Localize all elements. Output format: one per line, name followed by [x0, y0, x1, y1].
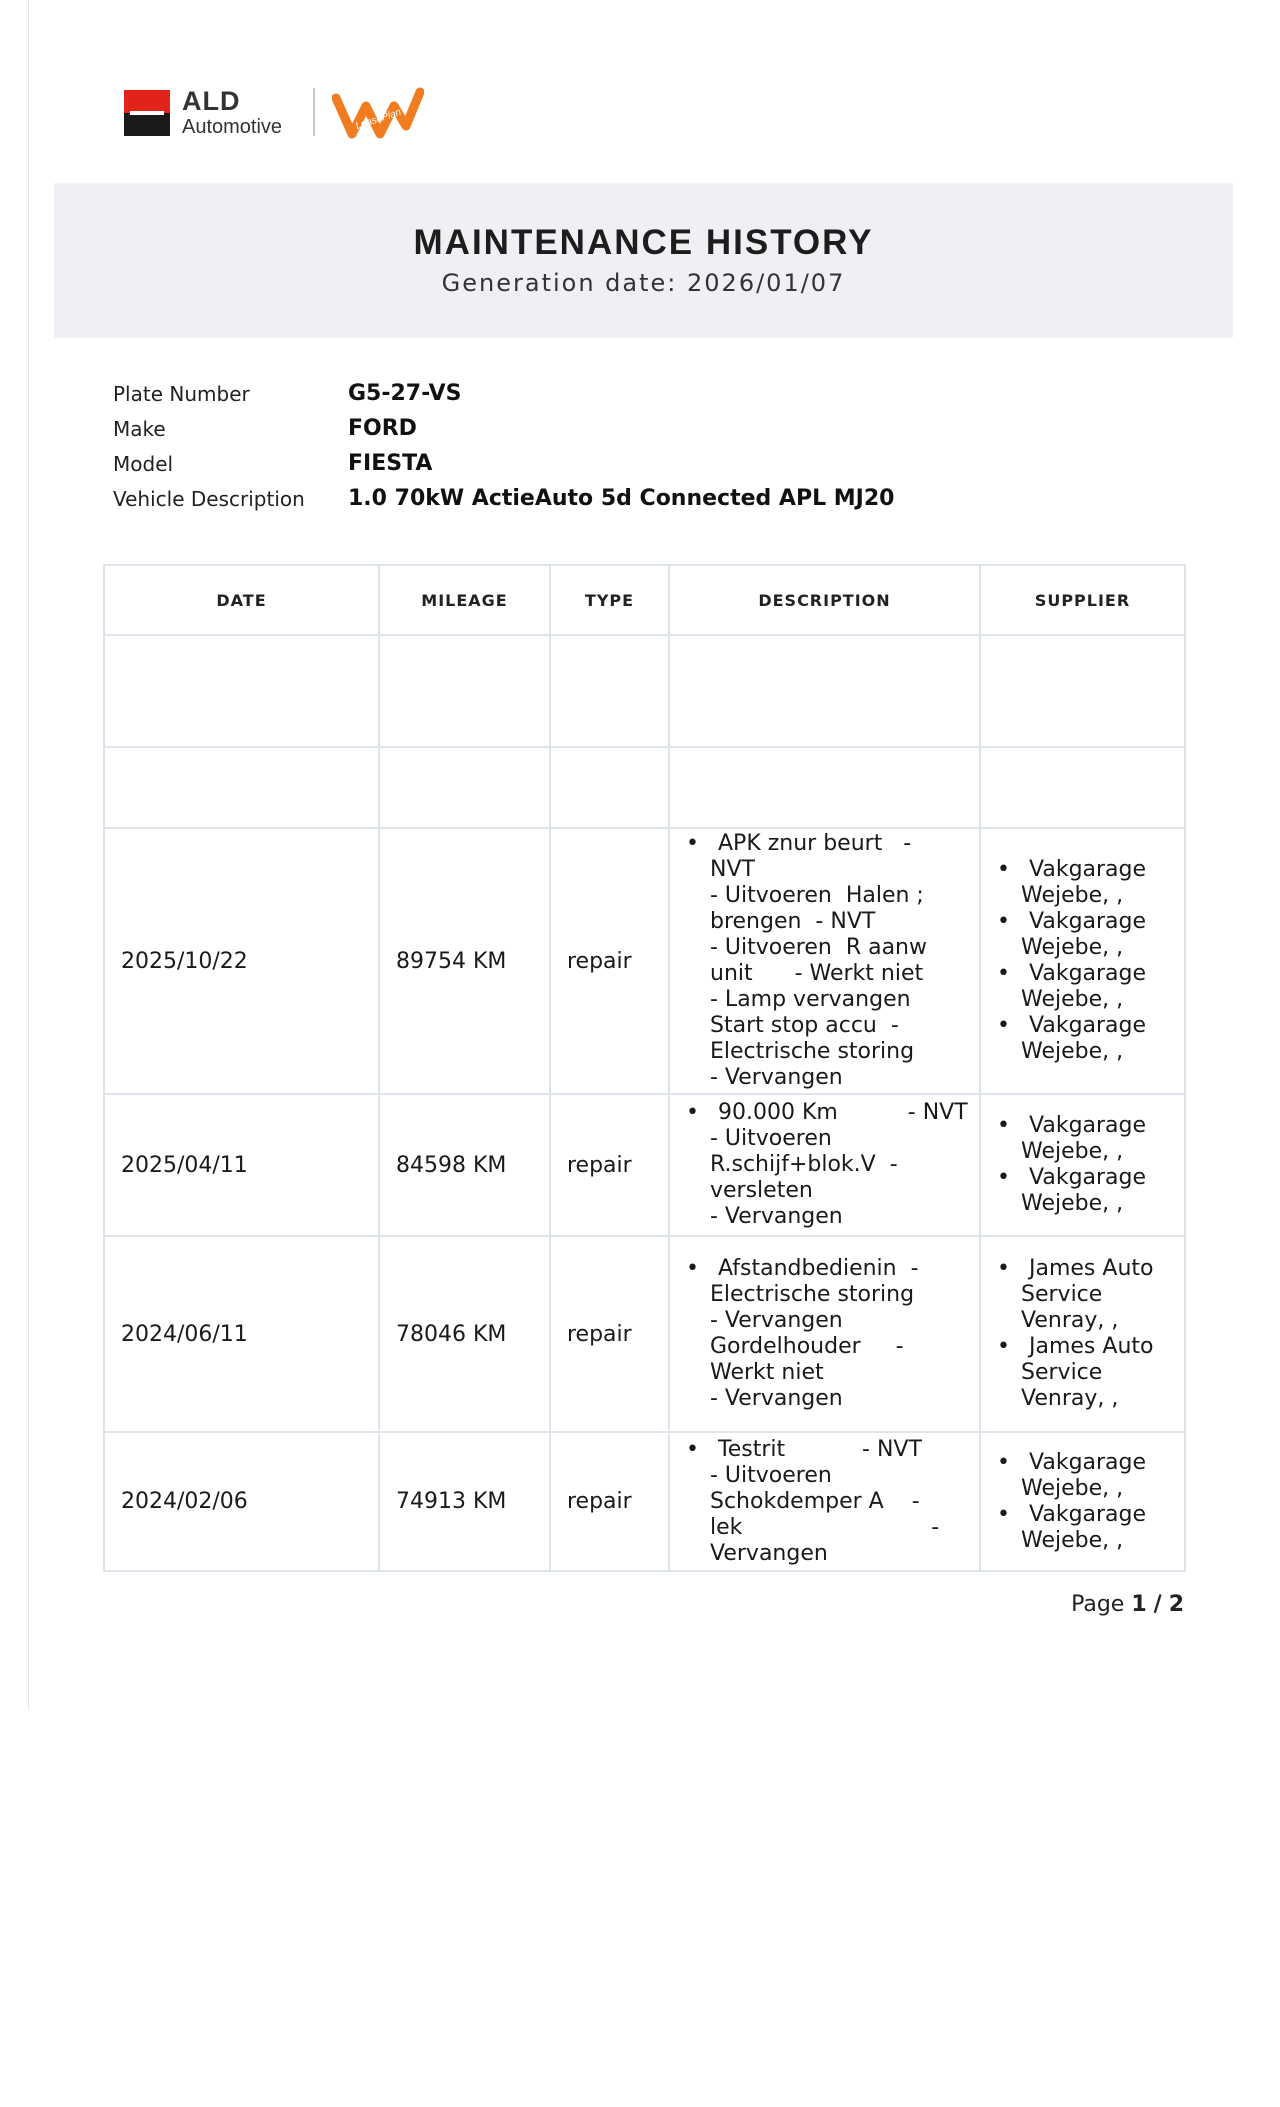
column-header-type: TYPE [550, 565, 669, 635]
supplier-line: Wejebe, , [1021, 883, 1124, 908]
maintenance-table [103, 564, 1186, 1572]
description-item [678, 1437, 971, 1567]
description-line: brengen - NVT [710, 909, 876, 934]
supplier-item [989, 1256, 1176, 1334]
row-type: repair [550, 1236, 669, 1432]
make-value: FORD [348, 416, 417, 441]
row-mileage: 89754 KM [379, 828, 550, 1094]
description-line: Vervangen [710, 1540, 828, 1566]
supplier-line: Wejebe, , [1021, 1191, 1124, 1216]
description-line: - Uitvoeren R aanw [710, 935, 927, 960]
automotive-logo-text: Automotive [182, 116, 283, 138]
description-line: unit - Werkt niet [710, 961, 924, 986]
supplier-item [989, 1502, 1176, 1554]
supplier-line: • Vakgarage [1029, 961, 1147, 986]
supplier-line: Wejebe, , [1021, 1527, 1124, 1553]
row-supplier [980, 1432, 1185, 1571]
supplier-line: • James Auto [1029, 1256, 1154, 1281]
supplier-line: Wejebe, , [1021, 1039, 1124, 1064]
row-date: 2024/02/06 [104, 1432, 379, 1571]
description-item [678, 1256, 971, 1412]
page-label: Page [1071, 1592, 1125, 1617]
description-line: • Testrit - NVT [718, 1436, 922, 1462]
ald-mark-icon [124, 90, 170, 136]
supplier-item [989, 961, 1176, 1013]
row-date: 2025/04/11 [104, 1094, 379, 1236]
description-line: Schokdemper A - [710, 1488, 920, 1514]
supplier-line: Venray, , [1021, 1308, 1119, 1333]
row-date: 2025/10/22 [104, 828, 379, 1094]
vehicle-info [113, 376, 894, 516]
description-line: • Afstandbedienin - [718, 1256, 919, 1281]
model-label: Model [113, 451, 174, 476]
info-row-model [113, 446, 894, 481]
table-row [104, 1094, 1185, 1236]
row-type: repair [550, 828, 669, 1094]
row-mileage: 78046 KM [379, 1236, 550, 1432]
supplier-line: Venray, , [1021, 1386, 1119, 1411]
page-number [1000, 1592, 1184, 1617]
row-description [669, 1094, 980, 1236]
description-line: R.schijf+blok.V - [710, 1152, 898, 1177]
description-line: - Uitvoeren [710, 1462, 832, 1488]
model-value: FIESTA [348, 451, 433, 476]
table-row [104, 828, 1185, 1094]
description-line: Electrische storing [710, 1282, 915, 1307]
leaseplan-logo [332, 86, 424, 140]
description-line: - Vervangen [710, 1308, 843, 1333]
description-line: - Vervangen [710, 1204, 843, 1229]
row-mileage: 84598 KM [379, 1094, 550, 1236]
row-description [669, 828, 980, 1094]
ald-logo-text: ALD [182, 86, 241, 116]
blank-row [104, 747, 1185, 828]
leaseplan-logo-text: LeasePlan [354, 106, 403, 132]
description-line: - Uitvoeren Halen ; [710, 883, 924, 908]
column-header-description: DESCRIPTION [669, 565, 980, 635]
supplier-item [989, 1013, 1176, 1065]
plate-number-label: Plate Number [113, 381, 250, 406]
logo-divider [313, 88, 315, 136]
description-line: Werkt niet [710, 1360, 824, 1385]
page-total: 2 [1168, 1592, 1184, 1617]
supplier-line: • Vakgarage [1029, 1113, 1147, 1138]
description-line: - Vervangen [710, 1065, 843, 1090]
description-line: versleten [710, 1178, 813, 1203]
table-row [104, 1432, 1185, 1571]
supplier-line: • Vakgarage [1029, 1013, 1147, 1038]
make-label: Make [113, 416, 166, 441]
table-body [104, 635, 1185, 1571]
description-line: lek - [710, 1514, 940, 1540]
column-header-date: DATE [104, 565, 379, 635]
supplier-item [989, 1113, 1176, 1165]
table-header-row [104, 565, 1185, 635]
description-line: • APK znur beurt - [718, 831, 912, 856]
page-separator: / [1153, 1592, 1162, 1617]
column-header-mileage: MILEAGE [379, 565, 550, 635]
info-row-plate [113, 376, 894, 411]
description-line: • 90.000 Km - NVT [718, 1100, 968, 1125]
row-supplier [980, 1094, 1185, 1236]
supplier-item [989, 857, 1176, 909]
supplier-item [989, 1450, 1176, 1502]
page-edge [28, 0, 29, 1710]
row-description [669, 1236, 980, 1432]
supplier-line: • Vakgarage [1029, 1165, 1147, 1190]
table-row [104, 1236, 1185, 1432]
row-supplier [980, 1236, 1185, 1432]
supplier-item [989, 1334, 1176, 1412]
row-mileage: 74913 KM [379, 1432, 550, 1571]
document-title: MAINTENANCE HISTORY [413, 223, 874, 262]
blank-row [104, 635, 1185, 747]
supplier-line: • Vakgarage [1029, 1449, 1147, 1475]
supplier-item [989, 909, 1176, 961]
supplier-line: Service [1021, 1282, 1103, 1307]
description-item [678, 1100, 971, 1230]
generation-date: Generation date: 2026/01/07 [441, 269, 846, 297]
header-band [54, 183, 1233, 338]
supplier-line: • Vakgarage [1029, 1501, 1147, 1527]
row-supplier [980, 828, 1185, 1094]
info-row-make [113, 411, 894, 446]
vehicle-description-label: Vehicle Description [113, 486, 305, 511]
row-description [669, 1432, 980, 1571]
supplier-line: • Vakgarage [1029, 857, 1147, 882]
description-line: Start stop accu - [710, 1013, 899, 1038]
description-line: Gordelhouder - [710, 1334, 904, 1359]
supplier-line: Wejebe, , [1021, 987, 1124, 1012]
description-line: NVT [710, 857, 755, 882]
plate-number-value: G5-27-VS [348, 381, 462, 406]
description-line: Electrische storing [710, 1039, 915, 1064]
description-item [678, 831, 971, 1091]
supplier-line: Wejebe, , [1021, 1139, 1124, 1164]
row-type: repair [550, 1432, 669, 1571]
ald-automotive-logo [124, 88, 282, 137]
description-line: - Uitvoeren [710, 1126, 832, 1151]
supplier-line: Wejebe, , [1021, 935, 1124, 960]
row-date: 2024/06/11 [104, 1236, 379, 1432]
description-line: - Vervangen [710, 1386, 843, 1411]
supplier-line: Service [1021, 1360, 1103, 1385]
supplier-line: • James Auto [1029, 1334, 1154, 1359]
description-line: - Lamp vervangen [710, 987, 911, 1012]
supplier-item [989, 1165, 1176, 1217]
vehicle-description-value: 1.0 70kW ActieAuto 5d Connected APL MJ20 [348, 486, 895, 511]
supplier-line: Wejebe, , [1021, 1475, 1124, 1501]
info-row-description [113, 481, 894, 516]
page-current: 1 [1131, 1592, 1147, 1617]
row-type: repair [550, 1094, 669, 1236]
column-header-supplier: SUPPLIER [980, 565, 1185, 635]
supplier-line: • Vakgarage [1029, 909, 1147, 934]
